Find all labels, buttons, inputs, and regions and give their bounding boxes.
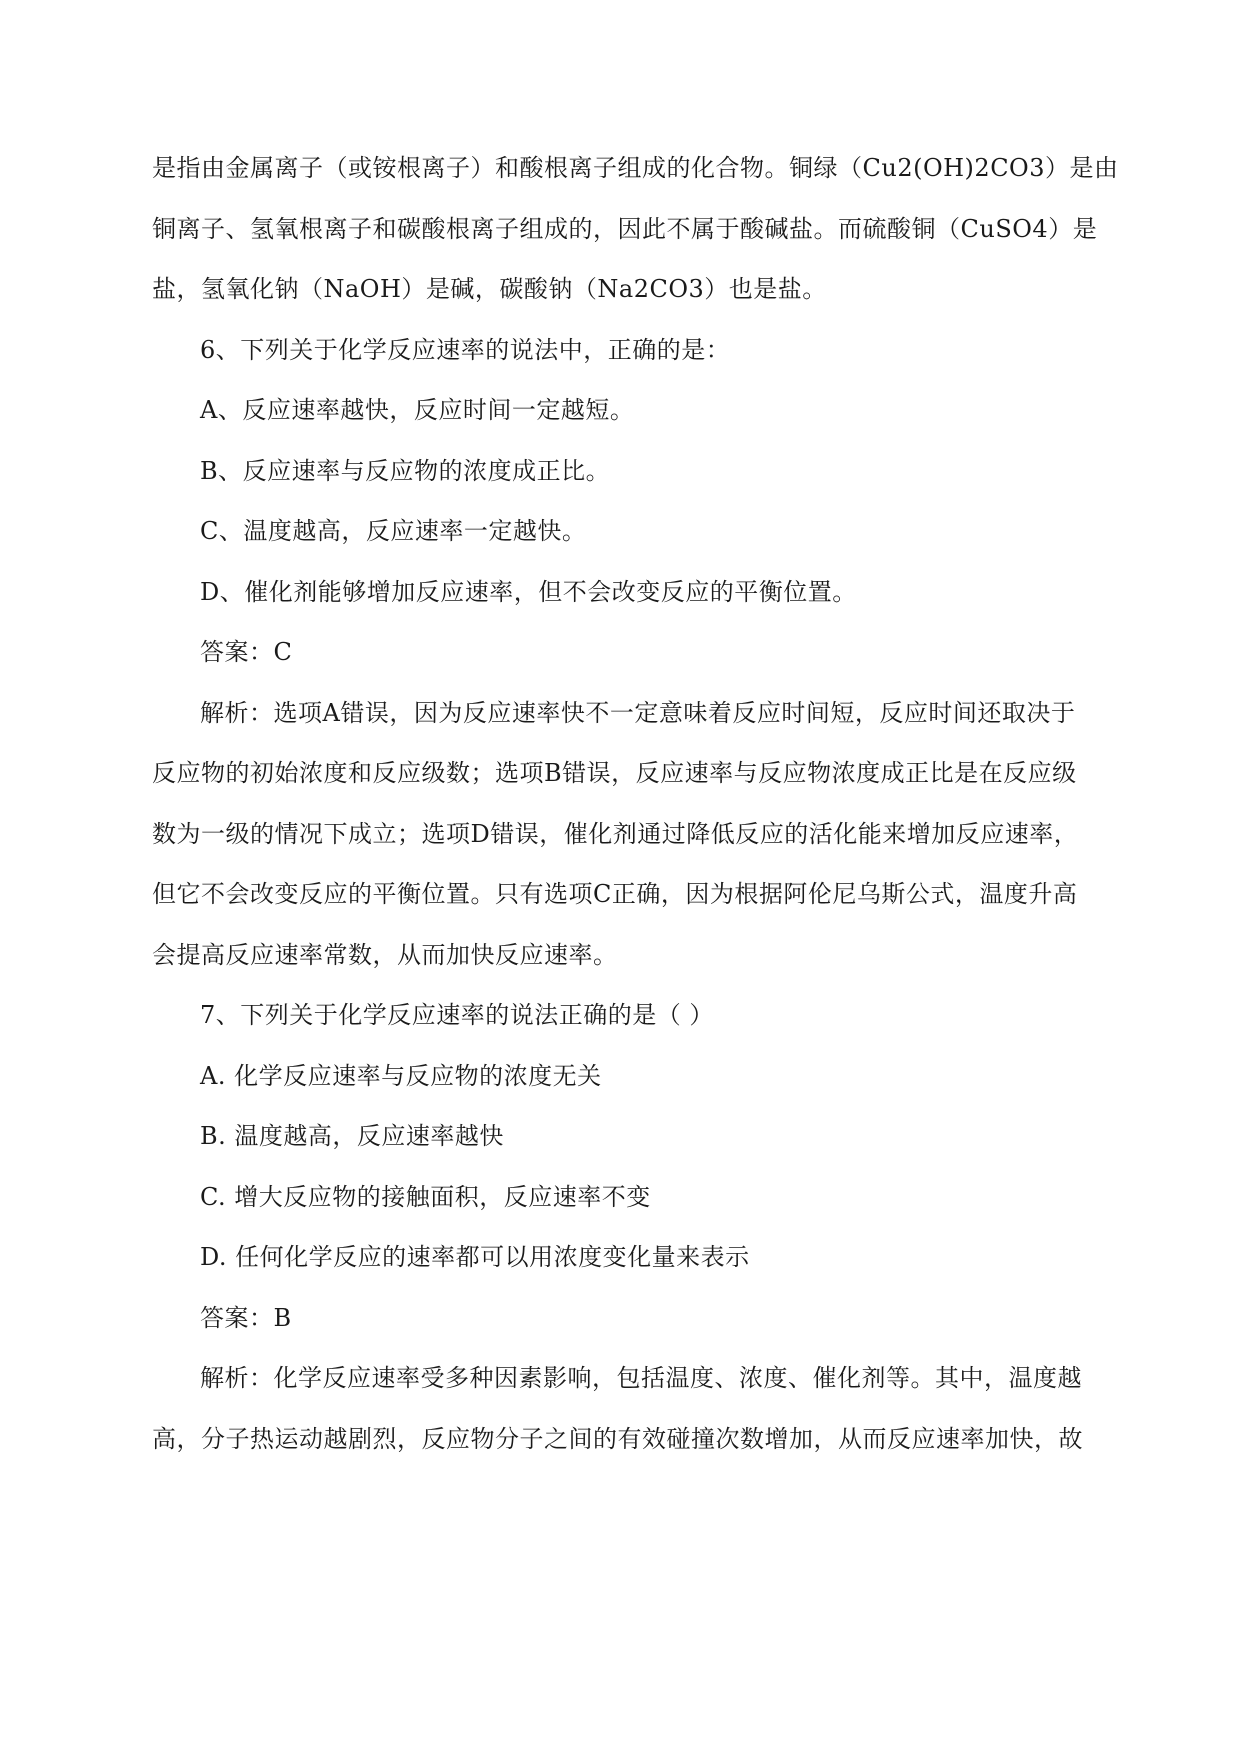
paragraph-line: 数为一级的情况下成立；选项D错误，催化剂通过降低反应的活化能来增加反应速率， xyxy=(152,820,1079,848)
question-6-option-b: B、反应速率与反应物的浓度成正比。 xyxy=(200,457,611,485)
paragraph-line: 反应物的初始浓度和反应级数；选项B错误，反应速率与反应物浓度成正比是在反应级 xyxy=(152,759,1077,787)
question-7-answer: 答案：B xyxy=(200,1304,292,1332)
paragraph-line: 盐，氢氧化钠（NaOH）是碱，碳酸钠（Na2CO3）也是盐。 xyxy=(152,275,827,303)
question-7-analysis: 解析：化学反应速率受多种因素影响，包括温度、浓度、催化剂等。其中，温度越 xyxy=(200,1364,1082,1392)
question-7-option-d: D. 任何化学反应的速率都可以用浓度变化量来表示 xyxy=(200,1243,750,1271)
paragraph-line: 但它不会改变反应的平衡位置。只有选项C正确，因为根据阿伦尼乌斯公式，温度升高 xyxy=(152,880,1078,908)
question-6-option-c: C、温度越高，反应速率一定越快。 xyxy=(200,517,587,545)
paragraph-line: 高，分子热运动越剧烈，反应物分子之间的有效碰撞次数增加，从而反应速率加快，故 xyxy=(152,1425,1083,1453)
paragraph-line: 会提高反应速率常数，从而加快反应速率。 xyxy=(152,941,618,969)
paragraph-line: 是指由金属离子（或铵根离子）和酸根离子组成的化合物。铜绿（Cu2(OH)2CO3）是由 xyxy=(152,154,1119,182)
question-7-option-a: A. 化学反应速率与反应物的浓度无关 xyxy=(200,1062,602,1090)
question-7-option-c: C. 增大反应物的接触面积，反应速率不变 xyxy=(200,1183,651,1211)
question-7-option-b: B. 温度越高，反应速率越快 xyxy=(200,1122,504,1150)
paragraph-line: 铜离子、氢氧根离子和碳酸根离子组成的，因此不属于酸碱盐。而硫酸铜（CuSO4）是 xyxy=(152,215,1098,243)
question-6-option-d: D、催化剂能够增加反应速率，但不会改变反应的平衡位置。 xyxy=(200,578,857,606)
question-6-option-a: A、反应速率越快，反应时间一定越短。 xyxy=(200,396,635,424)
question-6-answer: 答案：C xyxy=(200,638,293,666)
question-6-analysis: 解析：选项A错误，因为反应速率快不一定意味着反应时间短，反应时间还取决于 xyxy=(200,699,1076,727)
question-7-stem: 7、下列关于化学反应速率的说法正确的是（ ） xyxy=(200,1001,714,1029)
question-6-stem: 6、下列关于化学反应速率的说法中，正确的是： xyxy=(200,336,731,364)
